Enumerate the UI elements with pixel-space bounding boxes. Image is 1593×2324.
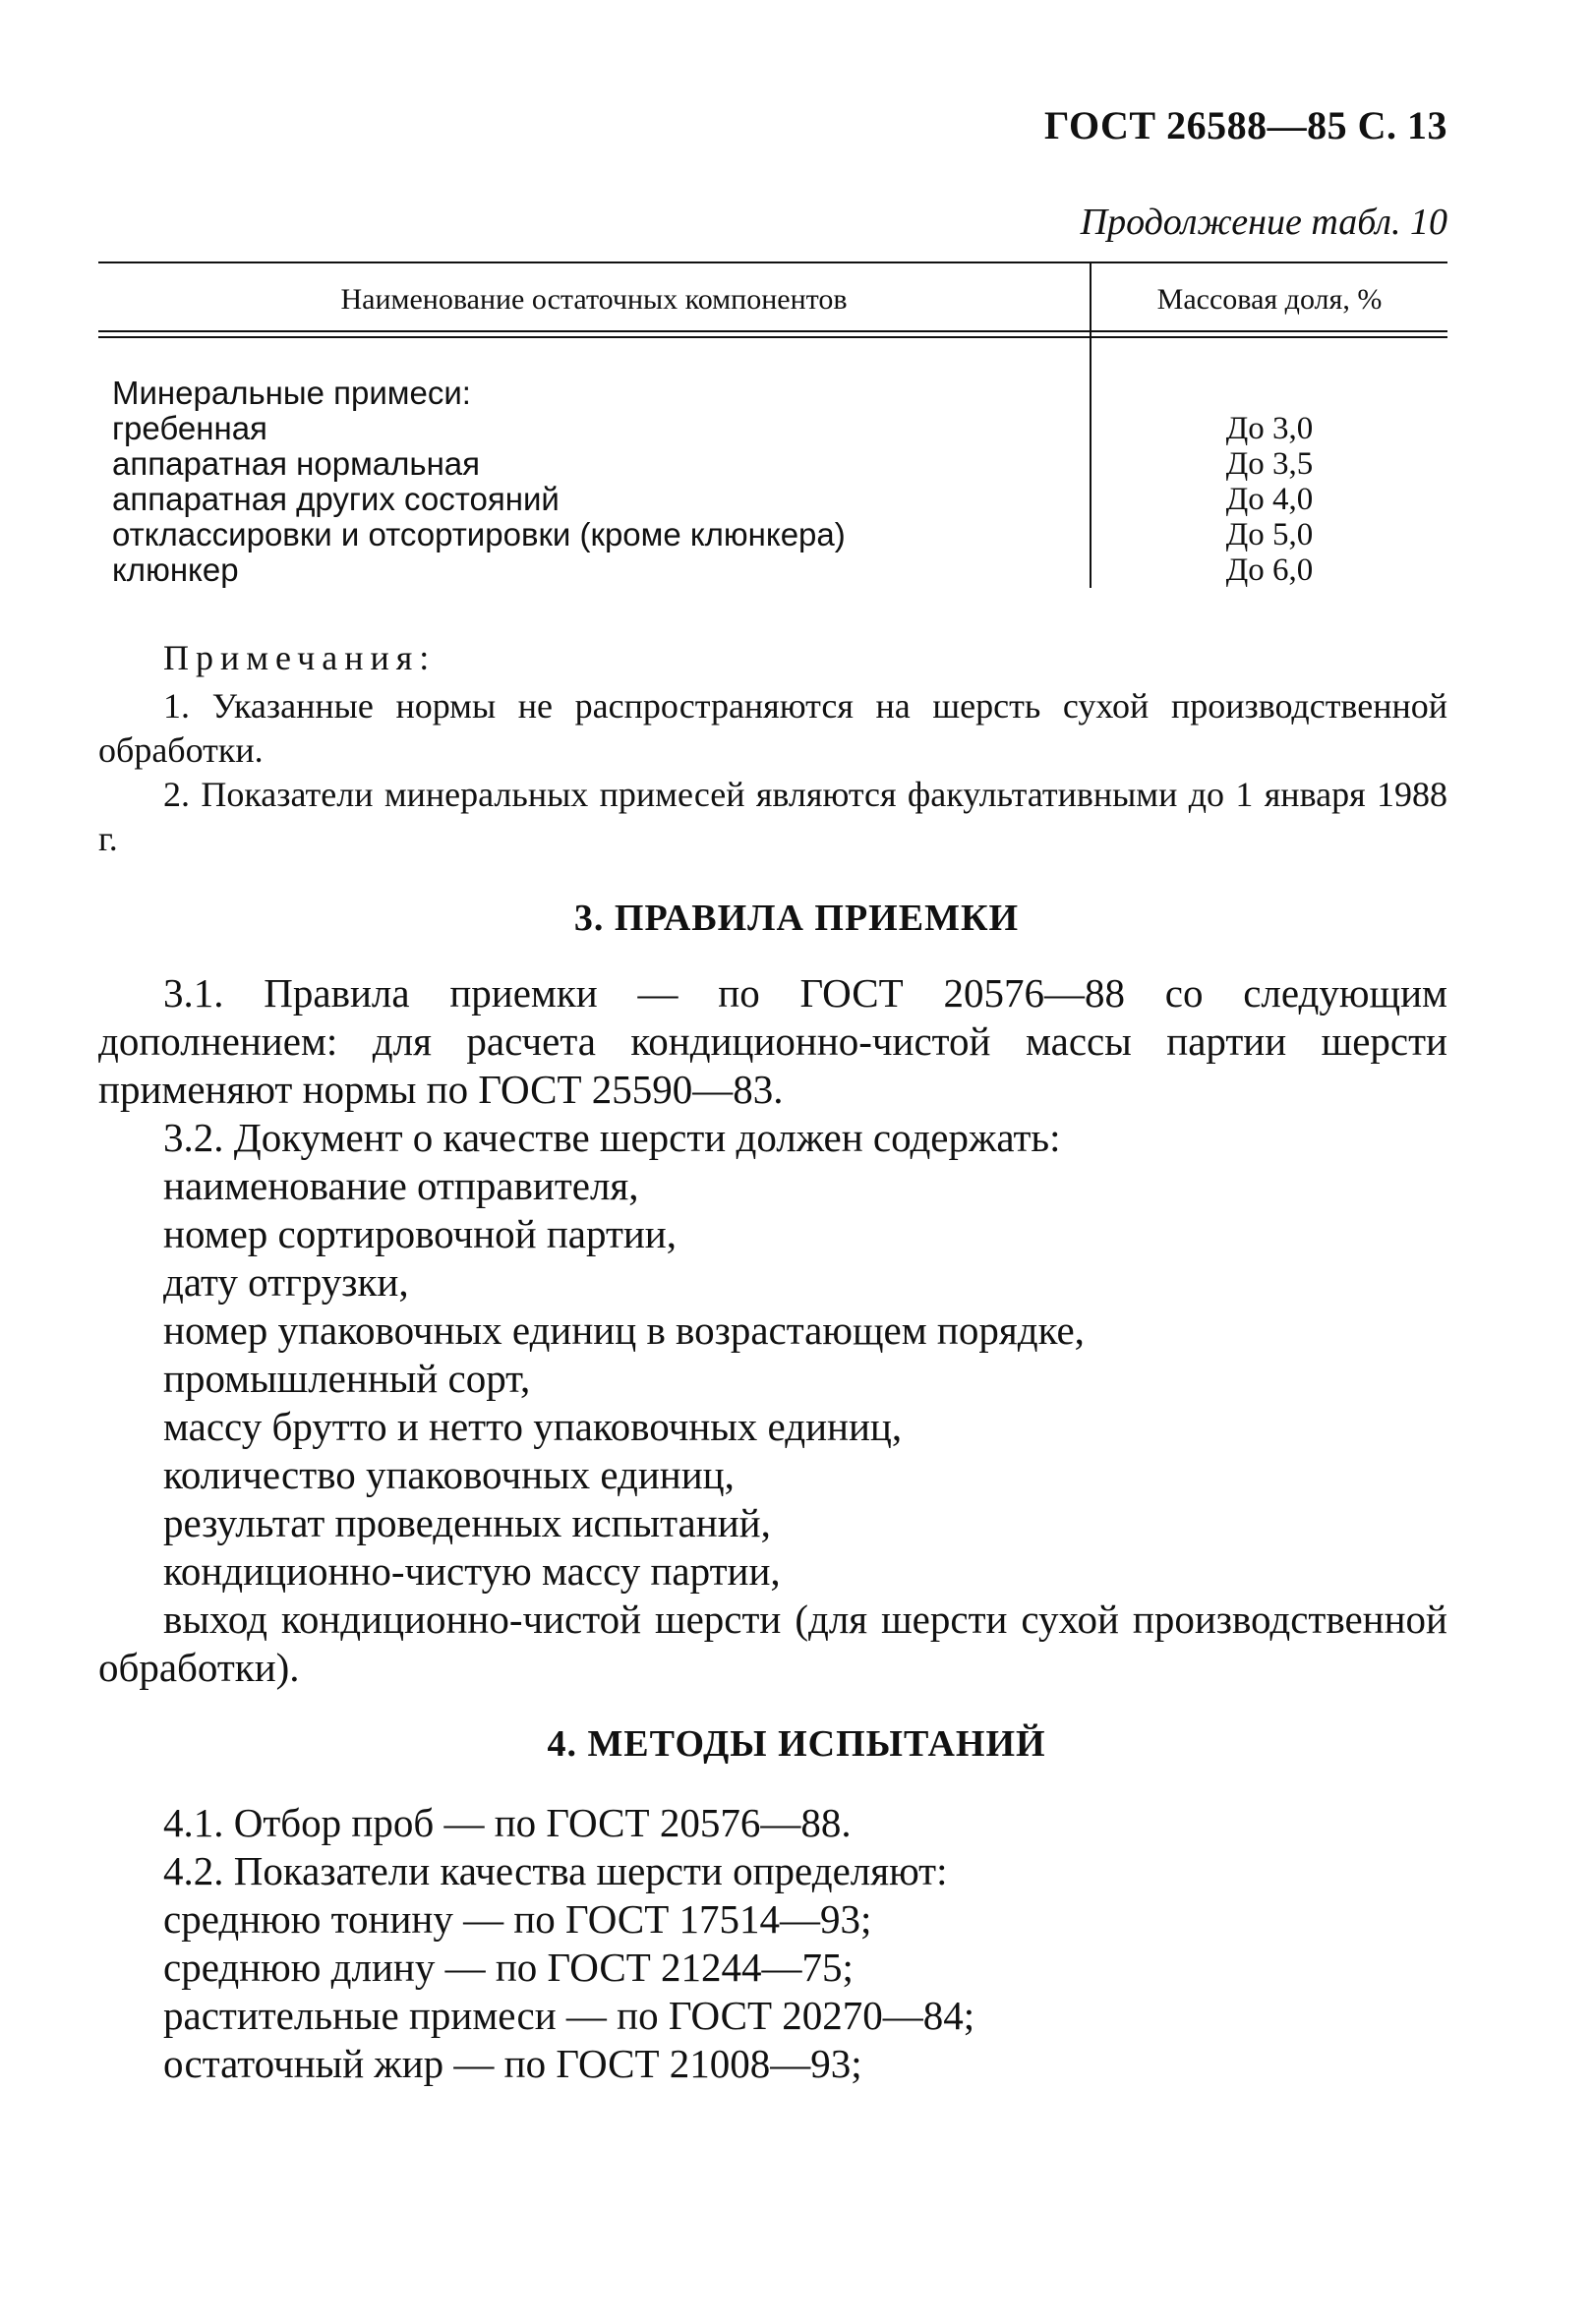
section-3-paragraph-2: 3.2. Документ о качестве шерсти должен содержать: <box>163 1115 1061 1160</box>
section-3-title: 3. ПРАВИЛА ПРИЕМКИ <box>573 898 1020 939</box>
table-group-label: Минеральные примеси: <box>112 375 471 411</box>
page-header-title: ГОСТ 26588—85 С. 13 <box>1043 103 1447 147</box>
table-row-value: До 6,0 <box>1225 552 1314 588</box>
table-row-value: До 3,5 <box>1225 446 1314 482</box>
residual-components-table <box>98 261 1447 596</box>
table-header-rule-1 <box>98 330 1447 332</box>
table-row-label: аппаратная нормальная <box>112 445 481 482</box>
section-3-paragraph-1: 3.1. Правила приемки — по ГОСТ 20576—88 со следующим дополнением: для расчета кондиционно-чистой массы партии шерсти применяют нормы по ГОСТ 25590—83. <box>98 970 1447 1112</box>
note-item-2: 2. Показатели минеральных примесей являются факультативными до 1 января 1988 г. <box>98 775 1447 858</box>
column-header-value: Массовая доля, % <box>1156 283 1383 316</box>
table-row-value: До 3,0 <box>1225 411 1314 446</box>
table-row-label: гребенная <box>112 410 267 446</box>
list-item: количество упаковочных единиц, <box>163 1452 735 1497</box>
list-item: номер сортировочной партии, <box>163 1211 677 1256</box>
note-item-1: 1. Указанные нормы не распространяются на шерсть сухой производственной обработки. <box>98 686 1447 770</box>
list-item: дату отгрузки, <box>163 1259 409 1305</box>
list-item: номер упаковочных единиц в возрастающем порядке, <box>163 1307 1085 1353</box>
table-row-label: клюнкер <box>112 552 239 588</box>
list-item: среднюю длину — по ГОСТ 21244—75; <box>163 1945 854 1990</box>
table-row-value: До 5,0 <box>1225 517 1314 552</box>
table-caption: Продолжение табл. 10 <box>1080 202 1447 243</box>
table-header-rule-2 <box>98 336 1447 338</box>
table-top-rule <box>98 261 1447 263</box>
section-4-title: 4. МЕТОДЫ ИСПЫТАНИЙ <box>547 1723 1046 1765</box>
section-4-paragraph-2: 4.2. Показатели качества шерсти определяют: <box>163 1848 948 1893</box>
table-row-label: отклассировки и отсортировки (кроме клюнкера) <box>112 516 846 552</box>
list-item: остаточный жир — по ГОСТ 21008—93; <box>163 2041 862 2086</box>
notes-title: Примечания: <box>163 638 437 677</box>
list-item: результат проведенных испытаний, <box>163 1500 771 1545</box>
list-item-last: выход кондиционно-чистой шерсти (для шерсти сухой производственной обработки). <box>98 1597 1447 1690</box>
section-4-paragraph-1: 4.1. Отбор проб — по ГОСТ 20576—88. <box>163 1800 852 1845</box>
list-item: массу брутто и нетто упаковочных единиц, <box>163 1404 903 1449</box>
column-header-name: Наименование остаточных компонентов <box>340 283 848 316</box>
list-item: кондиционно-чистую массу партии, <box>163 1548 781 1594</box>
list-item: наименование отправителя, <box>163 1163 639 1208</box>
table-row-label: аппаратная других состояний <box>112 481 560 517</box>
table-row-value: До 4,0 <box>1225 482 1314 517</box>
list-item: промышленный сорт, <box>163 1356 531 1401</box>
list-item: растительные примеси — по ГОСТ 20270—84; <box>163 1993 975 2038</box>
list-item: среднюю тонину — по ГОСТ 17514—93; <box>163 1896 872 1942</box>
